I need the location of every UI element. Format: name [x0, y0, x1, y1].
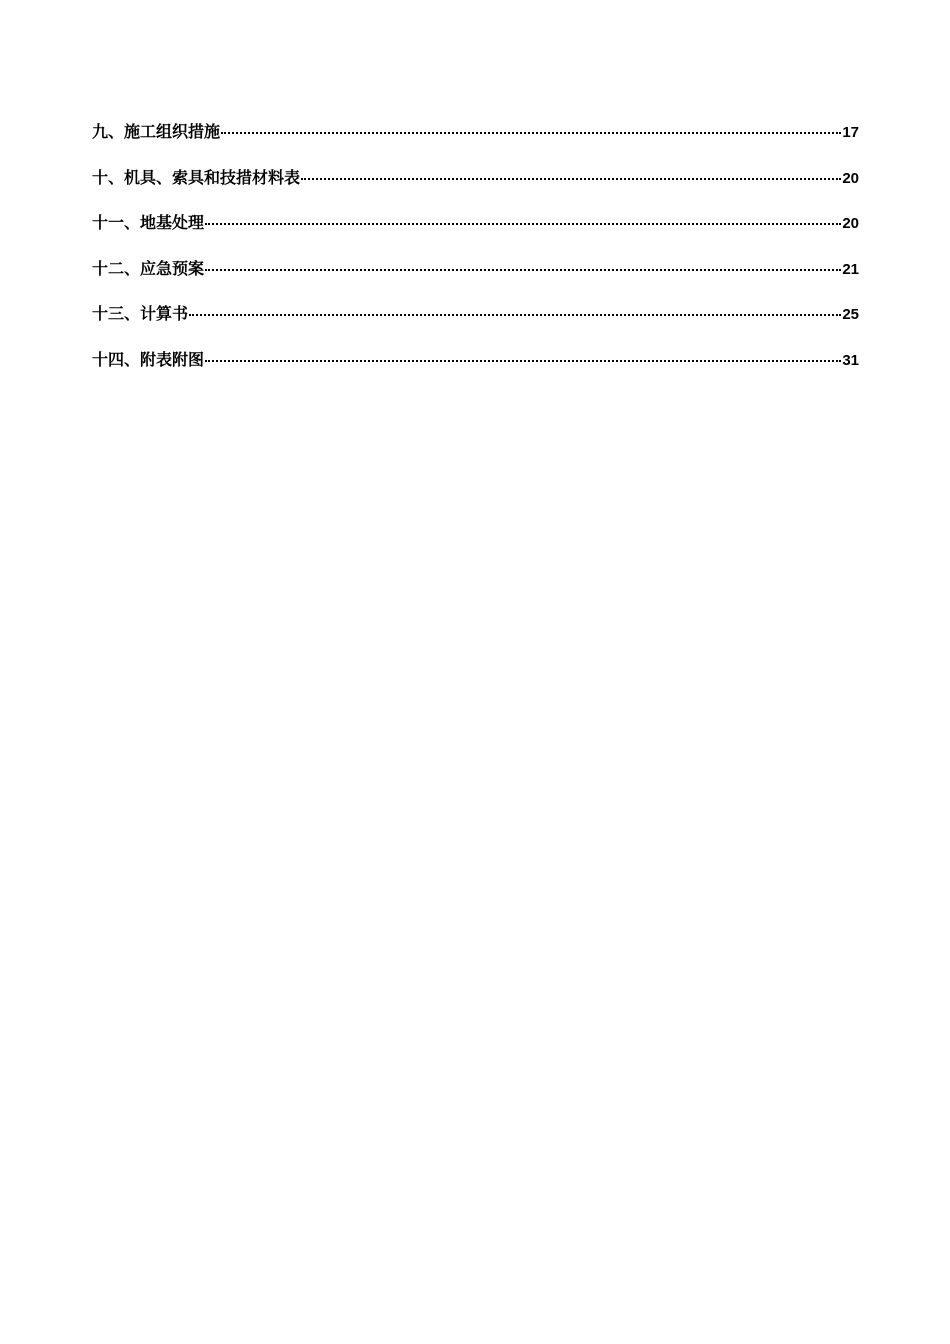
toc-dot-leader [205, 360, 841, 362]
toc-dot-leader [221, 132, 841, 134]
toc-dot-leader [301, 178, 841, 180]
toc-entry-title: 九、施工组织措施 [92, 122, 221, 141]
toc-entry-page: 17 [842, 124, 859, 141]
toc-entry-title: 十一、地基处理 [92, 213, 205, 233]
toc-entry-page: 21 [842, 260, 859, 278]
toc-entry[interactable] [92, 119, 859, 165]
toc-entry[interactable] [92, 210, 859, 256]
toc-entry[interactable] [92, 301, 859, 347]
toc-dot-leader [189, 314, 841, 316]
toc-entry-page: 31 [842, 351, 859, 369]
toc-entry[interactable] [92, 256, 859, 302]
toc-entry[interactable] [92, 165, 859, 211]
toc-dot-leader [205, 269, 841, 271]
toc-dot-leader [205, 223, 841, 225]
toc-entry-title: 十二、应急预案 [92, 258, 205, 278]
toc-entry-title: 十三、计算书 [92, 304, 189, 324]
toc-entry-page: 25 [842, 306, 859, 324]
toc-entry-page: 20 [842, 215, 859, 233]
table-of-contents [92, 119, 859, 393]
toc-entry-title: 十四、附表附图 [92, 349, 205, 369]
toc-entry-title: 十、机具、索具和技措材料表 [92, 167, 301, 187]
toc-entry-page: 20 [842, 169, 859, 187]
toc-entry[interactable] [92, 347, 859, 393]
